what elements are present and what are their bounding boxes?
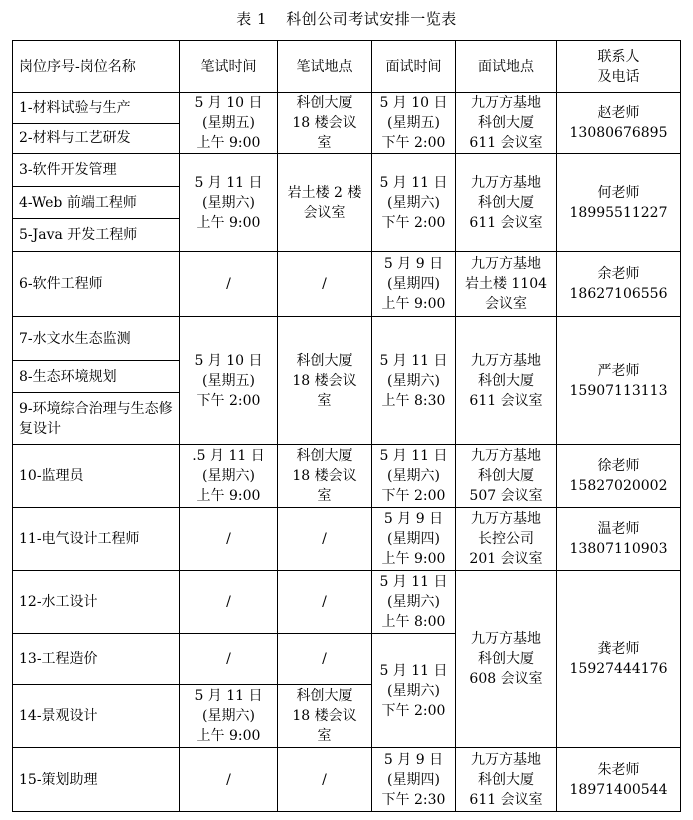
interview-place-cell bbox=[456, 317, 557, 445]
table-row bbox=[13, 154, 681, 187]
cell-line: 科创大厦 bbox=[296, 688, 353, 704]
header-position: 岗位序号-岗位名称 bbox=[13, 41, 180, 93]
cell-line: (星期六) bbox=[387, 372, 440, 389]
cell-line: 室 bbox=[317, 728, 332, 744]
contact-cell bbox=[557, 748, 681, 812]
cell-line: 611 会议室 bbox=[469, 135, 543, 151]
position-cell: 2-材料与工艺研发 bbox=[13, 123, 180, 154]
interview-place-cell bbox=[456, 93, 557, 154]
table-row bbox=[13, 508, 681, 571]
cell-line: 611 会议室 bbox=[469, 392, 543, 409]
cell-line: 科创大厦 bbox=[478, 651, 534, 667]
cell-line: 下午 2:00 bbox=[381, 488, 446, 504]
cell-line: (星期六) bbox=[387, 468, 440, 484]
contact-phone: 15927444176 bbox=[569, 661, 668, 677]
header-contact-line: 及电话 bbox=[597, 68, 640, 85]
written-place-cell bbox=[278, 93, 372, 154]
cell-line: 5 月 10 日 bbox=[194, 95, 263, 111]
cell-line: 下午 2:00 bbox=[381, 702, 446, 719]
cell-line: 18 楼会议 bbox=[292, 372, 357, 389]
written-place-cell: / bbox=[278, 508, 372, 571]
header-contact bbox=[557, 41, 681, 93]
written-time-cell bbox=[180, 685, 278, 748]
written-place-cell: / bbox=[278, 748, 372, 812]
cell-line: 5 月 11 日 bbox=[194, 688, 263, 704]
cell-line: 下午 2:30 bbox=[381, 791, 446, 808]
contact-name: 严老师 bbox=[597, 362, 640, 379]
table-row bbox=[13, 748, 681, 812]
table-number: 表 1 bbox=[236, 10, 267, 28]
contact-name: 温老师 bbox=[597, 521, 640, 537]
contact-cell bbox=[557, 571, 681, 748]
contact-name: 余老师 bbox=[597, 266, 640, 282]
contact-name: 龚老师 bbox=[597, 641, 640, 657]
contact-name: 朱老师 bbox=[597, 761, 640, 778]
cell-line: 5 月 11 日 bbox=[379, 352, 448, 369]
position-cell: 10-监理员 bbox=[13, 445, 180, 508]
cell-line: 5 月 11 日 bbox=[379, 174, 448, 191]
cell-line: 科创大厦 bbox=[296, 352, 353, 369]
contact-name: 赵老师 bbox=[597, 105, 640, 121]
cell-line: (星期五) bbox=[202, 115, 255, 131]
cell-line: 上午 8:30 bbox=[381, 392, 446, 409]
interview-place-cell bbox=[456, 508, 557, 571]
header-interview-time: 面试时间 bbox=[372, 41, 456, 93]
position-cell: 14-景观设计 bbox=[13, 685, 180, 748]
cell-line: 会议室 bbox=[485, 296, 527, 312]
cell-line: 18 楼会议 bbox=[292, 115, 357, 131]
interview-time-cell bbox=[372, 154, 456, 252]
header-written-place: 笔试地点 bbox=[278, 41, 372, 93]
cell-line: (星期六) bbox=[387, 194, 440, 211]
cell-line: 岩土楼 1104 bbox=[464, 276, 548, 292]
header-interview-place: 面试地点 bbox=[456, 41, 557, 93]
cell-line: 下午 2:00 bbox=[196, 392, 261, 409]
cell-line: 九万方基地 bbox=[471, 751, 541, 768]
contact-phone: 18995511227 bbox=[569, 204, 668, 221]
header-row bbox=[13, 41, 681, 93]
cell-line: 九万方基地 bbox=[471, 352, 541, 369]
cell-line: .5 月 11 日 bbox=[192, 448, 265, 464]
cell-line: 5 月 11 日 bbox=[379, 448, 448, 464]
cell-line: (星期六) bbox=[202, 468, 255, 484]
cell-line: 九万方基地 bbox=[471, 448, 541, 464]
written-place-cell bbox=[278, 445, 372, 508]
written-time-cell: / bbox=[180, 748, 278, 812]
written-time-cell: / bbox=[180, 252, 278, 317]
table-title: 科创公司考试安排一览表 bbox=[286, 10, 457, 28]
interview-time-cell bbox=[372, 571, 456, 634]
cell-line: 5 月 11 日 bbox=[194, 174, 263, 191]
cell-line: 上午 9:00 bbox=[196, 488, 261, 504]
cell-line: 5 月 9 日 bbox=[383, 511, 444, 527]
cell-line: 611 会议室 bbox=[469, 791, 543, 808]
cell-line: 5 月 9 日 bbox=[383, 751, 444, 768]
cell-line: 上午 9:00 bbox=[196, 728, 261, 744]
cell-line: (星期六) bbox=[387, 682, 440, 699]
interview-time-cell bbox=[372, 93, 456, 154]
contact-phone: 15907113113 bbox=[569, 382, 668, 399]
position-cell: 15-策划助理 bbox=[13, 748, 180, 812]
contact-phone: 13080676895 bbox=[569, 125, 668, 141]
cell-line: 九万方基地 bbox=[471, 174, 541, 191]
contact-cell bbox=[557, 508, 681, 571]
cell-line: 5 月 11 日 bbox=[379, 574, 448, 590]
cell-line: 室 bbox=[317, 135, 332, 151]
cell-line: (星期五) bbox=[387, 115, 440, 131]
interview-time-cell bbox=[372, 317, 456, 445]
interview-place-cell bbox=[456, 252, 557, 317]
cell-line: 上午 9:00 bbox=[381, 551, 446, 567]
cell-line: 室 bbox=[317, 488, 332, 504]
interview-time-cell bbox=[372, 252, 456, 317]
position-cell: 5-Java 开发工程师 bbox=[13, 219, 180, 252]
position-cell: 11-电气设计工程师 bbox=[13, 508, 180, 571]
cell-line: 九万方基地 bbox=[471, 95, 541, 111]
cell-line: 上午 8:00 bbox=[381, 614, 446, 630]
written-time-cell bbox=[180, 154, 278, 252]
contact-phone: 18627106556 bbox=[569, 286, 668, 302]
cell-line: 科创大厦 bbox=[296, 95, 353, 111]
cell-line: (星期六) bbox=[202, 708, 255, 724]
interview-time-cell bbox=[372, 634, 456, 748]
cell-line: 岩土楼 2 楼 bbox=[287, 184, 362, 201]
written-time-cell bbox=[180, 317, 278, 445]
cell-line: 会议室 bbox=[303, 204, 346, 221]
cell-line: 科创大厦 bbox=[478, 468, 534, 484]
table-caption bbox=[0, 8, 693, 30]
position-cell: 9-环境综合治理与生态修复设计 bbox=[13, 393, 180, 445]
position-cell: 3-软件开发管理 bbox=[13, 154, 180, 187]
contact-cell bbox=[557, 317, 681, 445]
cell-line: 608 会议室 bbox=[469, 671, 543, 687]
cell-line: 长控公司 bbox=[478, 531, 534, 547]
cell-line: (星期六) bbox=[202, 194, 255, 211]
position-cell: 1-材料试验与生产 bbox=[13, 93, 180, 124]
table-row bbox=[13, 252, 681, 317]
cell-line: 室 bbox=[317, 392, 332, 409]
interview-place-cell bbox=[456, 571, 557, 748]
cell-line: 5 月 10 日 bbox=[194, 352, 263, 369]
cell-line: 科创大厦 bbox=[478, 194, 534, 211]
cell-line: 18 楼会议 bbox=[292, 708, 357, 724]
cell-line: 507 会议室 bbox=[469, 488, 543, 504]
table-row bbox=[13, 445, 681, 508]
written-place-cell bbox=[278, 317, 372, 445]
cell-line: (星期五) bbox=[202, 372, 255, 389]
written-time-cell bbox=[180, 93, 278, 154]
position-cell: 8-生态环境规划 bbox=[13, 361, 180, 393]
cell-line: 科创大厦 bbox=[478, 771, 534, 788]
cell-line: 5 月 9 日 bbox=[383, 256, 444, 272]
contact-name: 徐老师 bbox=[597, 458, 640, 474]
cell-line: (星期六) bbox=[387, 594, 440, 610]
cell-line: 科创大厦 bbox=[296, 448, 353, 464]
written-place-cell bbox=[278, 685, 372, 748]
cell-line: 九万方基地 bbox=[471, 511, 541, 527]
table-row bbox=[13, 317, 681, 361]
written-time-cell: / bbox=[180, 571, 278, 634]
written-place-cell bbox=[278, 154, 372, 252]
position-cell: 6-软件工程师 bbox=[13, 252, 180, 317]
header-contact-line: 联系人 bbox=[597, 48, 640, 65]
contact-name: 何老师 bbox=[597, 184, 640, 201]
contact-phone: 18971400544 bbox=[569, 781, 668, 798]
cell-line: (星期四) bbox=[387, 276, 440, 292]
contact-cell bbox=[557, 252, 681, 317]
cell-line: 201 会议室 bbox=[469, 551, 543, 567]
position-cell: 13-工程造价 bbox=[13, 634, 180, 685]
interview-place-cell bbox=[456, 445, 557, 508]
exam-schedule-table bbox=[12, 40, 681, 812]
interview-time-cell bbox=[372, 508, 456, 571]
contact-phone: 13807110903 bbox=[569, 541, 668, 557]
cell-line: (星期四) bbox=[387, 771, 440, 788]
interview-place-cell bbox=[456, 154, 557, 252]
cell-line: 科创大厦 bbox=[478, 115, 534, 131]
contact-cell bbox=[557, 93, 681, 154]
cell-line: 九万方基地 bbox=[471, 256, 541, 272]
contact-cell bbox=[557, 445, 681, 508]
written-time-cell: / bbox=[180, 508, 278, 571]
header-written-time: 笔试时间 bbox=[180, 41, 278, 93]
cell-line: 611 会议室 bbox=[469, 214, 543, 231]
position-cell: 12-水工设计 bbox=[13, 571, 180, 634]
written-time-cell: / bbox=[180, 634, 278, 685]
position-cell: 7-水文水生态监测 bbox=[13, 317, 180, 361]
cell-line: 5 月 10 日 bbox=[379, 95, 448, 111]
interview-time-cell bbox=[372, 445, 456, 508]
cell-line: 下午 2:00 bbox=[381, 135, 446, 151]
cell-line: 科创大厦 bbox=[478, 372, 534, 389]
cell-line: 上午 9:00 bbox=[196, 135, 261, 151]
written-place-cell: / bbox=[278, 571, 372, 634]
cell-line: 上午 9:00 bbox=[381, 296, 446, 312]
written-place-cell: / bbox=[278, 252, 372, 317]
interview-place-cell bbox=[456, 748, 557, 812]
written-place-cell: / bbox=[278, 634, 372, 685]
cell-line: 18 楼会议 bbox=[292, 468, 357, 484]
contact-phone: 15827020002 bbox=[569, 478, 668, 494]
cell-line: 上午 9:00 bbox=[196, 214, 261, 231]
cell-line: 下午 2:00 bbox=[381, 214, 446, 231]
contact-cell bbox=[557, 154, 681, 252]
cell-line: 九万方基地 bbox=[471, 631, 541, 647]
position-cell: 4-Web 前端工程师 bbox=[13, 187, 180, 219]
cell-line: 5 月 11 日 bbox=[379, 662, 448, 679]
table-row bbox=[13, 571, 681, 634]
written-time-cell bbox=[180, 445, 278, 508]
cell-line: (星期四) bbox=[387, 531, 440, 547]
table-row bbox=[13, 93, 681, 124]
interview-time-cell bbox=[372, 748, 456, 812]
